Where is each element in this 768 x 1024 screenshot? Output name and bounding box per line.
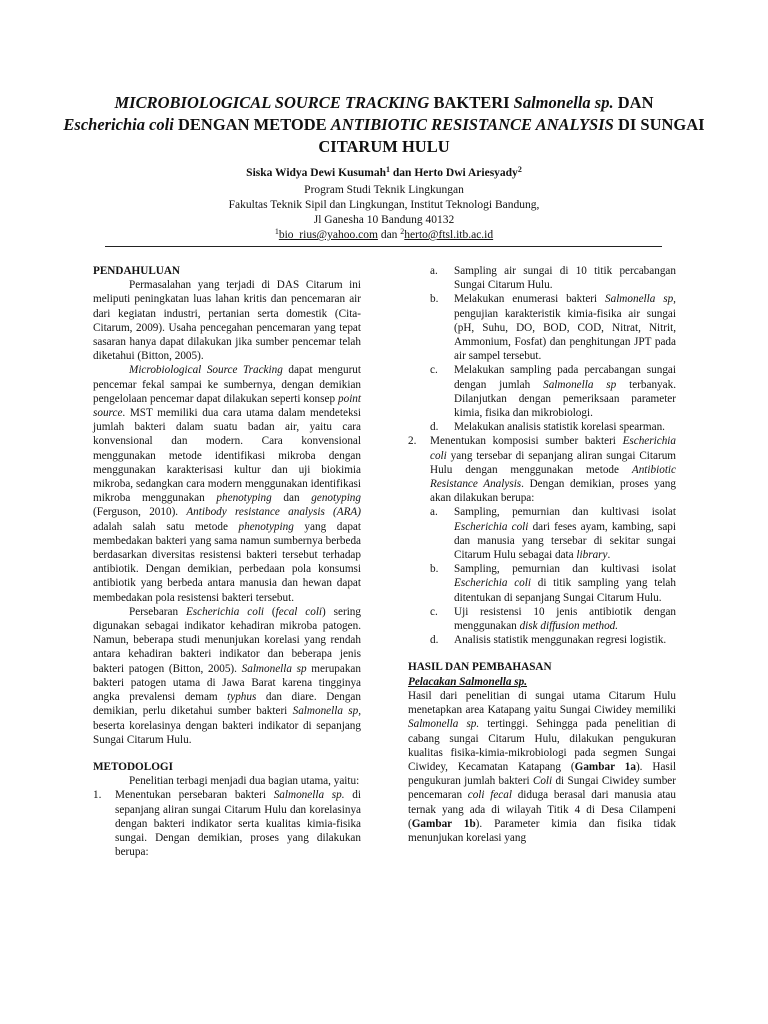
text-span: point source bbox=[93, 392, 361, 420]
section-heading-metodologi: METODOLOGI bbox=[93, 760, 173, 773]
text-span: coli fecal bbox=[467, 789, 512, 802]
text-span: Uji resistensi 10 jenis antibiotik dengan menggunakan bbox=[454, 605, 676, 633]
title-part: MICROBIOLOGICAL SOURCE TRACKING bbox=[114, 93, 430, 112]
text-span: Escherichia coli bbox=[454, 577, 531, 590]
author-1-sup: 1 bbox=[386, 165, 391, 174]
list-marker: b. bbox=[430, 563, 439, 576]
list-item bbox=[430, 562, 676, 605]
text-span: ) sering digunakan sebagai indikator kehadiran mikroba patogen. Namun, beberapa studi menunjukan korelasi yang rendah antara kehadiran bakteri indikator dan beberapa jenis bakteri patogen (Bitton, 2005). bbox=[93, 605, 361, 675]
list-item-text bbox=[454, 292, 676, 363]
spacer bbox=[408, 647, 676, 660]
text-span: di sepanjang aliran sungai Citarum Hulu dan korelasinya dengan bakteri indikator serta kualitas kimia-fisika sungai. Dengan demikian, proses yang dilakukan berupa: bbox=[115, 789, 362, 859]
text-span: yang tersebar di sepanjang aliran sungai Citarum Hulu dengan menggunakan metode bbox=[430, 449, 676, 476]
figure-ref: Gambar 1a bbox=[574, 760, 636, 773]
text-span: Sampling, pemurnian dan kultivasi isolat bbox=[454, 563, 676, 576]
list-marker: 1. bbox=[93, 789, 102, 802]
list-item-text: Melakukan analisis statistik korelasi spearman. bbox=[454, 421, 665, 434]
list-item-text bbox=[454, 505, 676, 562]
email-line bbox=[60, 228, 708, 243]
list-item-text bbox=[430, 434, 676, 505]
paper-title bbox=[60, 92, 708, 158]
text-span: . MST memiliki dua cara utama dalam mendeteksi jumlah bakteri dalam suatu badan air, yaitu cara konvensional dan modern. Cara konvensional menggunakan metode identifikasi mikroba dengan menggunakan karakterisasi kultur dan uji biokimia mikroba, sedangkan cara modern menggunakan identifikasi mikroba menggunakan bbox=[93, 407, 361, 505]
list-item-text: Analisis statistik menggunakan regresi logistik. bbox=[454, 634, 667, 647]
text-span: diduga berasal dari manusia atau ternak yang ada di wilayah Titik 4 di Desa Cilampeni ( bbox=[408, 789, 676, 830]
text-span: phenotyping bbox=[216, 492, 272, 505]
text-span: dan bbox=[271, 492, 312, 505]
email-sup: 2 bbox=[400, 227, 405, 236]
text-span: genotyping bbox=[311, 492, 361, 505]
text-span: Sampling, pemurnian dan kultivasi isolat bbox=[454, 506, 676, 519]
email-and: dan bbox=[377, 229, 401, 241]
paragraph bbox=[93, 605, 361, 747]
text-span: terbanyak. Dilanjutkan dengan pemeriksaan parameter kimia, fisika dan mikrobiologi. bbox=[454, 378, 676, 420]
list-item bbox=[93, 788, 361, 859]
text-span: Antibiotic Resistance Analysis bbox=[430, 463, 676, 491]
list-item-text bbox=[115, 788, 361, 859]
text-span: di titik sampling yang telah ditentukan di sepanjang Sungai Citarum Hulu. bbox=[454, 577, 676, 604]
text-span: Salmonella sp. bbox=[408, 718, 480, 731]
email-sup: 1 bbox=[274, 227, 279, 236]
list-item bbox=[430, 363, 676, 420]
author-block bbox=[60, 166, 708, 243]
text-span: pengujian karakteristik kimia-fisika air sungai (pH, Suhu, DO, BOD, COD, Nitrat, Nitrit, Ammonium, Fosfat) dan penghitungan JPT pada air sampel tersebut. bbox=[454, 307, 676, 363]
text-span: dari feses ayam, kambing, sapi dan manusia yang tersebar di sekitar sungai Citarum Hulu sebagai data bbox=[454, 520, 676, 562]
author-2: Herto Dwi Ariesyady bbox=[414, 167, 518, 179]
text-span: Salmonella sp bbox=[241, 662, 307, 675]
list-item-text bbox=[454, 363, 676, 420]
text-span: Salmonella sp, bbox=[605, 293, 676, 306]
list-marker: 2. bbox=[408, 435, 417, 448]
right-column bbox=[408, 264, 676, 845]
list-item bbox=[430, 420, 676, 434]
list-marker: c. bbox=[430, 364, 438, 377]
sublist-1 bbox=[430, 264, 676, 434]
list-marker: d. bbox=[430, 634, 439, 647]
list-marker: d. bbox=[430, 421, 439, 434]
text-span: Antibody resistance analysis (ARA) bbox=[186, 506, 361, 519]
text-span: tertinggi. Sehingga pada penelitian di cabang sungai Citarum Hulu, dilakukan pengukuran kualitas fisika-kimia-mikrobiologi pada segmen Sungai Ciwidey, Kecamatan Katapang ( bbox=[408, 718, 676, 773]
title-part: ANTIBIOTIC RESISTANCE ANALYSIS bbox=[330, 115, 614, 134]
list-marker: a. bbox=[430, 265, 438, 277]
text-span: . bbox=[607, 549, 611, 562]
spacer bbox=[93, 747, 361, 760]
header-divider bbox=[105, 246, 662, 247]
title-part: Salmonella sp. bbox=[513, 93, 614, 112]
text-span: ( bbox=[264, 605, 276, 618]
section-heading-hasil: HASIL DAN PEMBAHASAN bbox=[408, 661, 552, 674]
list-marker: c. bbox=[430, 605, 438, 618]
sublist-2 bbox=[430, 505, 676, 647]
text-span: Melakukan sampling pada percabangan sungai dengan jumlah bbox=[454, 364, 676, 391]
author-names bbox=[60, 166, 708, 181]
text-span: Coli bbox=[532, 775, 553, 788]
paragraph bbox=[408, 689, 676, 845]
list-item bbox=[408, 434, 676, 505]
paragraph: Penelitian terbagi menjadi dua bagian utama, yaitu: bbox=[129, 775, 360, 788]
paragraph: Permasalahan yang terjadi di DAS Citarum ini meliputi peningkatan luas lahan kritis dan pencemaran air dari kegiatan industri, pertanian serta domestik (Cita-Citarum, 2009). Usaha pencegahan pencemaran yang tepat sasaran hanya dapat dilakukan jika sumber pencemar telah diketahui (Bitton, 2005). bbox=[93, 279, 361, 363]
paragraph bbox=[93, 363, 361, 604]
text-span: dapat mengurut pencemar fekal sampai ke sumbernya, dengan demikian pengelolaan pencemar dapat dilakukan seperti konsep bbox=[93, 364, 361, 405]
left-column bbox=[93, 264, 361, 859]
text-span: typhus bbox=[227, 691, 257, 704]
list-item-text bbox=[454, 605, 676, 633]
affiliation-line: Fakultas Teknik Sipil dan Lingkungan, Institut Teknologi Bandung, bbox=[228, 199, 540, 211]
text-span: Microbiological Source Tracking bbox=[129, 364, 283, 377]
author-1: Siska Widya Dewi Kusumah bbox=[246, 167, 387, 179]
list-item-text bbox=[454, 562, 676, 605]
text-span: Escherichia coli bbox=[185, 605, 265, 618]
text-span: phenotyping bbox=[238, 520, 294, 533]
author-2-sup: 2 bbox=[517, 165, 522, 174]
text-span: Salmonella sp, bbox=[292, 705, 361, 718]
affiliation-line: Jl Ganesha 10 Bandung 40132 bbox=[313, 214, 455, 226]
title-part: BAKTERI bbox=[429, 93, 514, 112]
affiliation-line: Program Studi Teknik Lingkungan bbox=[304, 184, 464, 196]
list-item bbox=[430, 505, 676, 562]
text-span: adalah salah satu metode bbox=[93, 520, 239, 533]
text-span: dan diare. Dengan demikian, perlu diketahui sumber bakteri bbox=[93, 691, 361, 718]
subsection-heading: Pelacakan Salmonella sp. bbox=[408, 675, 528, 688]
list-item bbox=[430, 292, 676, 363]
figure-ref: Gambar 1b bbox=[411, 817, 476, 830]
text-span: Menentukan komposisi sumber bakteri bbox=[430, 435, 623, 448]
text-span: (Ferguson, 2010). bbox=[93, 506, 187, 519]
text-span: Salmonella sp. bbox=[273, 789, 345, 802]
list-item-text: Sampling air sungai di 10 titik percabangan Sungai Citarum Hulu. bbox=[454, 265, 676, 292]
text-span: library bbox=[576, 549, 608, 562]
email-link-1[interactable]: bio_rius@yahoo.com bbox=[278, 229, 378, 241]
list-item bbox=[430, 633, 676, 647]
title-part: Escherichia coli bbox=[63, 115, 174, 134]
email-link-2[interactable]: herto@ftsl.itb.ac.id bbox=[404, 229, 494, 241]
text-span: ). Parameter kimia dan fisika tidak menunjukan korelasi yang bbox=[408, 817, 676, 844]
title-part: DENGAN METODE bbox=[173, 115, 331, 134]
text-span: Escherichia coli bbox=[430, 435, 676, 462]
text-span: fecal coli bbox=[275, 605, 323, 618]
author-and: dan bbox=[390, 167, 415, 179]
text-span: Melakukan enumerasi bakteri bbox=[454, 293, 606, 306]
text-span: . Dengan demikian, proses yang akan dilakukan berupa: bbox=[430, 478, 676, 505]
list-item bbox=[430, 264, 676, 292]
text-span: di Sungai Ciwidey sumber pencemaran bbox=[408, 775, 677, 802]
list-item bbox=[430, 605, 676, 633]
title-part: DAN bbox=[613, 93, 654, 112]
text-span: Hasil dari penelitian di sungai utama Citarum Hulu menetapkan area Katapang yaitu Sungai Ciwidey memiliki bbox=[408, 689, 676, 717]
list-marker: a. bbox=[430, 506, 438, 519]
text-span: Persebaran bbox=[129, 605, 186, 618]
text-span: Salmonella sp bbox=[543, 378, 617, 391]
text-span: beserta korelasinya dengan bakteri indikator di sepanjang Sungai Citarum Hulu. bbox=[93, 719, 361, 746]
list-marker: b. bbox=[430, 293, 439, 306]
text-span: ). Hasil pengukuran jumlah bakteri bbox=[408, 760, 677, 788]
text-span: Menentukan persebaran bakteri bbox=[115, 789, 274, 802]
text-span: disk diffusion method. bbox=[519, 620, 619, 633]
section-heading-pendahuluan: PENDAHULUAN bbox=[93, 265, 181, 277]
text-span: yang dapat membedakan bakteri yang sama namun sumbernya berbeda berdasarkan diversitas resistensi bakteri tersebut terhadap antibiotik. Dengan demikian, perbedaan pola konsumsi antibiotik yang berbeda antara manusia dan hewan dapat membedakan pola resistensi bakteri tersebut. bbox=[93, 520, 361, 604]
text-span: merupakan bakteri patogen utama di Jawa Barat karena tingginya angka prevalensi demam bbox=[93, 662, 361, 704]
title-part: DI SUNGAI CITARUM HULU bbox=[318, 115, 705, 156]
text-span: Escherichia coli bbox=[454, 520, 529, 533]
